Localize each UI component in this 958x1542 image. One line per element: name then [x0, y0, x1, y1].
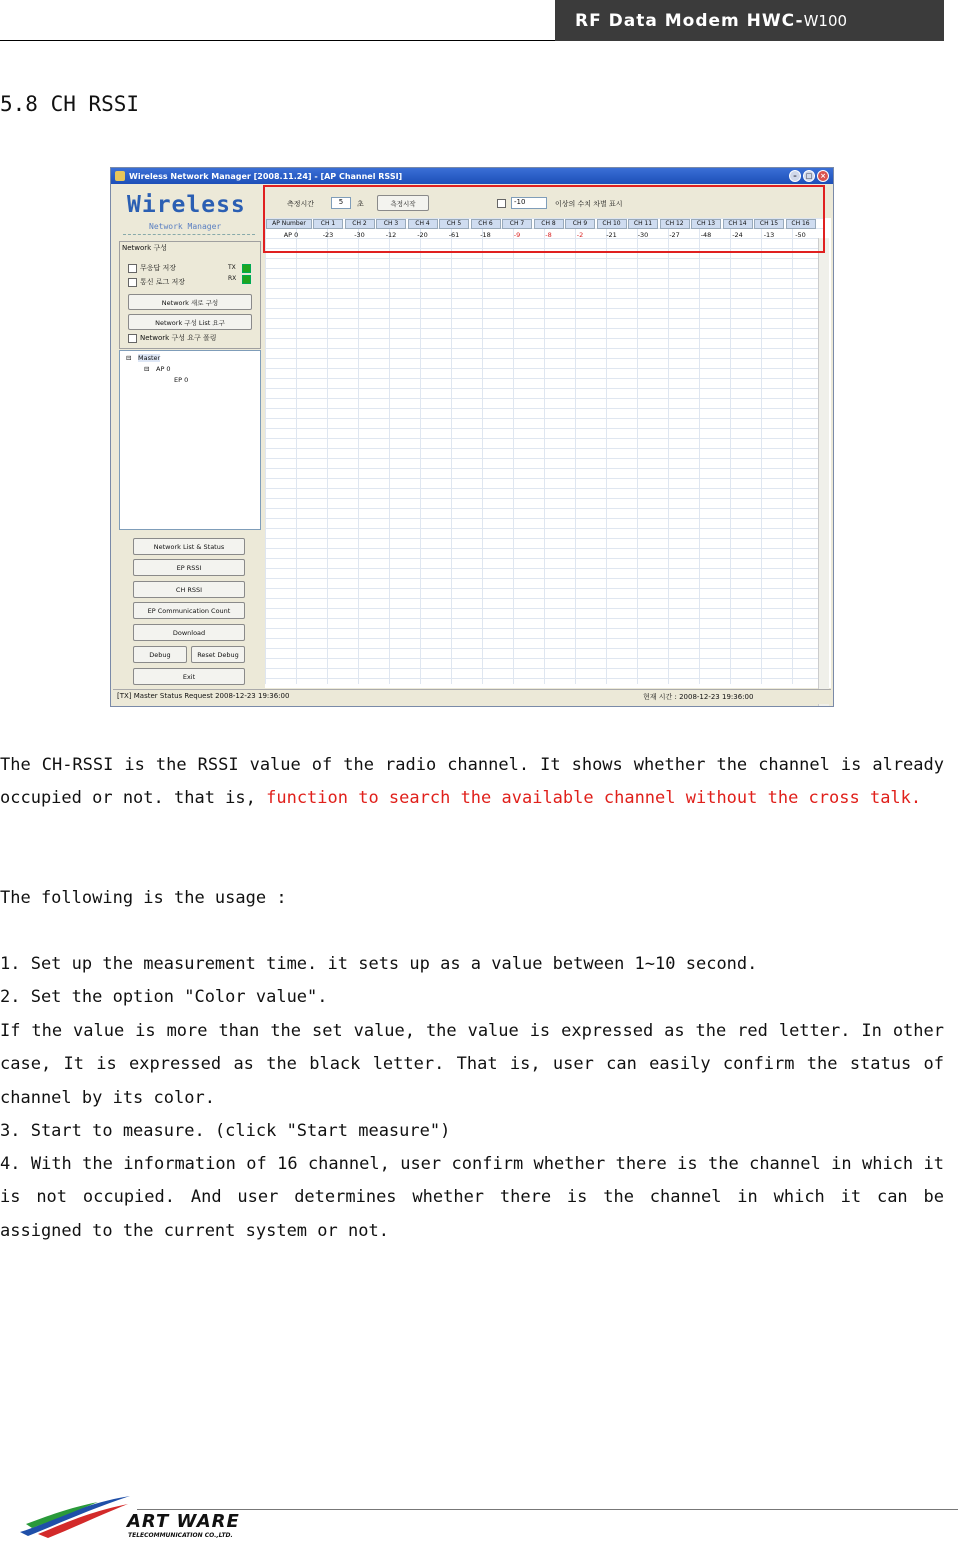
close-icon[interactable]: × — [817, 170, 829, 182]
step-3: 3. Start to measure. (click "Start measure") — [0, 1121, 451, 1141]
channel-value-16: -50 — [795, 231, 806, 239]
window-title: Wireless Network Manager [2008.11.24] - [AP Channel RSSI] — [129, 171, 403, 181]
channel-value-12: -27 — [669, 231, 680, 239]
start-measure-button[interactable]: 측정시작 — [377, 195, 429, 211]
app-icon — [115, 171, 125, 181]
company-name: ART WARE — [127, 1511, 240, 1532]
channel-value-4: -20 — [417, 231, 428, 239]
channel-value-1: -23 — [322, 231, 334, 239]
channel-header-13: CH 13 — [691, 219, 721, 229]
network-list-status-button[interactable]: Network List & Status — [133, 538, 245, 555]
channel-value-11: -30 — [637, 231, 649, 239]
channel-header-7: CH 7 — [502, 219, 532, 229]
tree-node-ap[interactable]: AP 0 — [156, 365, 171, 373]
tree-collapse-icon[interactable]: ⊟ — [126, 354, 132, 362]
step-1: 1. Set up the measurement time. it sets up as a value between 1~10 second. — [0, 954, 758, 974]
step-2-detail: If the value is more than the set value, the value is expressed as the red letter. In other case, It is expressed as the black letter. That is, user can easily confirm the status of channel by its color. — [0, 1021, 944, 1108]
channel-value-3: -12 — [385, 231, 397, 239]
section-title: 5.8 CH RSSI — [0, 92, 140, 116]
channel-header-5: CH 5 — [439, 219, 469, 229]
channel-rssi-panel — [265, 188, 831, 688]
status-right-text: 현재 시간 : 2008-12-23 19:36:00 — [643, 693, 754, 701]
channel-value-15: -13 — [763, 231, 775, 239]
channel-value-5: -61 — [448, 231, 460, 239]
rx-led-icon — [242, 275, 251, 284]
threshold-label: 이상의 수치 차별 표시 — [555, 200, 623, 208]
channel-header-10: CH 10 — [597, 219, 627, 229]
channel-header-9: CH 9 — [565, 219, 595, 229]
channel-value-7: -9 — [513, 231, 521, 239]
divider — [123, 234, 255, 235]
comm-log-save-label: 통신 로그 저장 — [140, 278, 186, 286]
exit-button[interactable]: Exit — [133, 668, 245, 685]
measure-time-input[interactable]: 5 — [331, 197, 351, 209]
ep-comm-count-button[interactable]: EP Communication Count — [133, 602, 245, 619]
company-subtitle: TELECOMMUNICATION CO.,LTD. — [128, 1532, 233, 1539]
channel-header-12: CH 12 — [660, 219, 690, 229]
ch-rssi-button[interactable]: CH RSSI — [133, 581, 245, 598]
maximize-icon[interactable]: □ — [803, 170, 815, 182]
status-left-text: [TX] Master Status Request 2008-12-23 19:36:00 — [117, 692, 290, 700]
channel-value-6: -18 — [480, 231, 491, 239]
comm-log-save-checkbox[interactable] — [128, 278, 137, 287]
list-request-button[interactable]: Network 구성 List 요구 — [128, 314, 252, 330]
no-response-save-label: 무응답 저장 — [140, 264, 177, 272]
description-highlight: function to search the available channel without the cross talk. — [266, 788, 922, 809]
seconds-unit-label: 초 — [357, 200, 364, 208]
description-text: The CH-RSSI is the RSSI value of the radio channel. It shows whether the channel is already occupied or not. that is, — [0, 755, 944, 809]
left-panel — [115, 188, 263, 686]
channel-value-14: -24 — [732, 231, 743, 239]
usage-intro: The following is the usage : — [0, 888, 287, 908]
tx-led-icon — [242, 264, 251, 273]
channel-header-6: CH 6 — [471, 219, 501, 229]
header-product: RF Data Modem HWC- — [575, 10, 804, 31]
channel-header-14: CH 14 — [723, 219, 753, 229]
network-group — [119, 241, 261, 349]
app-logo-title: Wireless — [127, 192, 246, 218]
channel-header-4: CH 4 — [408, 219, 438, 229]
channel-value-8: -8 — [545, 231, 552, 239]
threshold-input[interactable]: -10 — [511, 197, 547, 209]
channel-header-15: CH 15 — [754, 219, 784, 229]
channel-value-10: -21 — [606, 231, 617, 239]
status-bar — [113, 689, 831, 704]
header-product-box — [555, 0, 944, 41]
polling-label: Network 구성 요구 폴링 — [140, 334, 217, 342]
group-label: Network 구성 — [122, 244, 167, 252]
reset-debug-button[interactable]: Reset Debug — [191, 646, 245, 663]
app-logo-subtitle: Network Manager — [149, 222, 222, 231]
tree-collapse-icon[interactable]: ⊟ — [144, 365, 150, 373]
channel-header-2: CH 2 — [345, 219, 375, 229]
no-response-save-checkbox[interactable] — [128, 264, 137, 273]
window-titlebar — [111, 168, 833, 184]
channel-header-1: CH 1 — [313, 219, 343, 229]
company-swoosh-logo — [18, 1494, 133, 1538]
rssi-grid — [265, 218, 825, 684]
step-4: 4. With the information of 16 channel, user confirm whether there is the channel in which it is not occupied. And user determines whether there is the channel in which it can be assigned to the current system or not. — [0, 1154, 944, 1241]
rx-label: RX — [228, 275, 237, 282]
header-model: W100 — [803, 11, 848, 30]
channel-value-13: -48 — [700, 231, 712, 239]
tx-label: TX — [228, 264, 236, 271]
new-network-button[interactable]: Network 새로 구성 — [128, 294, 252, 310]
minimize-icon[interactable]: – — [789, 170, 801, 182]
network-tree — [119, 350, 261, 530]
polling-checkbox[interactable] — [128, 334, 137, 343]
channel-value-9: -2 — [576, 231, 584, 239]
step-2: 2. Set the option "Color value". — [0, 987, 328, 1007]
debug-button[interactable]: Debug — [133, 646, 187, 663]
tree-node-master[interactable]: Master — [138, 354, 161, 362]
row-label-ap0: AP 0 — [283, 231, 299, 239]
paragraph-description — [0, 749, 944, 816]
tree-node-ep[interactable]: EP 0 — [174, 376, 189, 384]
measure-time-label: 측정시간 — [287, 200, 315, 208]
channel-header-16: CH 16 — [786, 219, 816, 229]
download-button[interactable]: Download — [133, 624, 245, 641]
channel-header-11: CH 11 — [628, 219, 658, 229]
ap-number-header: AP Number — [266, 219, 312, 229]
footer-rule — [137, 1509, 958, 1510]
vertical-scrollbar[interactable] — [818, 238, 829, 706]
highlight-frame — [263, 185, 825, 253]
channel-value-2: -30 — [354, 231, 365, 239]
app-window-screenshot — [110, 167, 834, 707]
channel-header-3: CH 3 — [376, 219, 406, 229]
ep-rssi-button[interactable]: EP RSSI — [133, 559, 245, 576]
channel-header-8: CH 8 — [534, 219, 564, 229]
